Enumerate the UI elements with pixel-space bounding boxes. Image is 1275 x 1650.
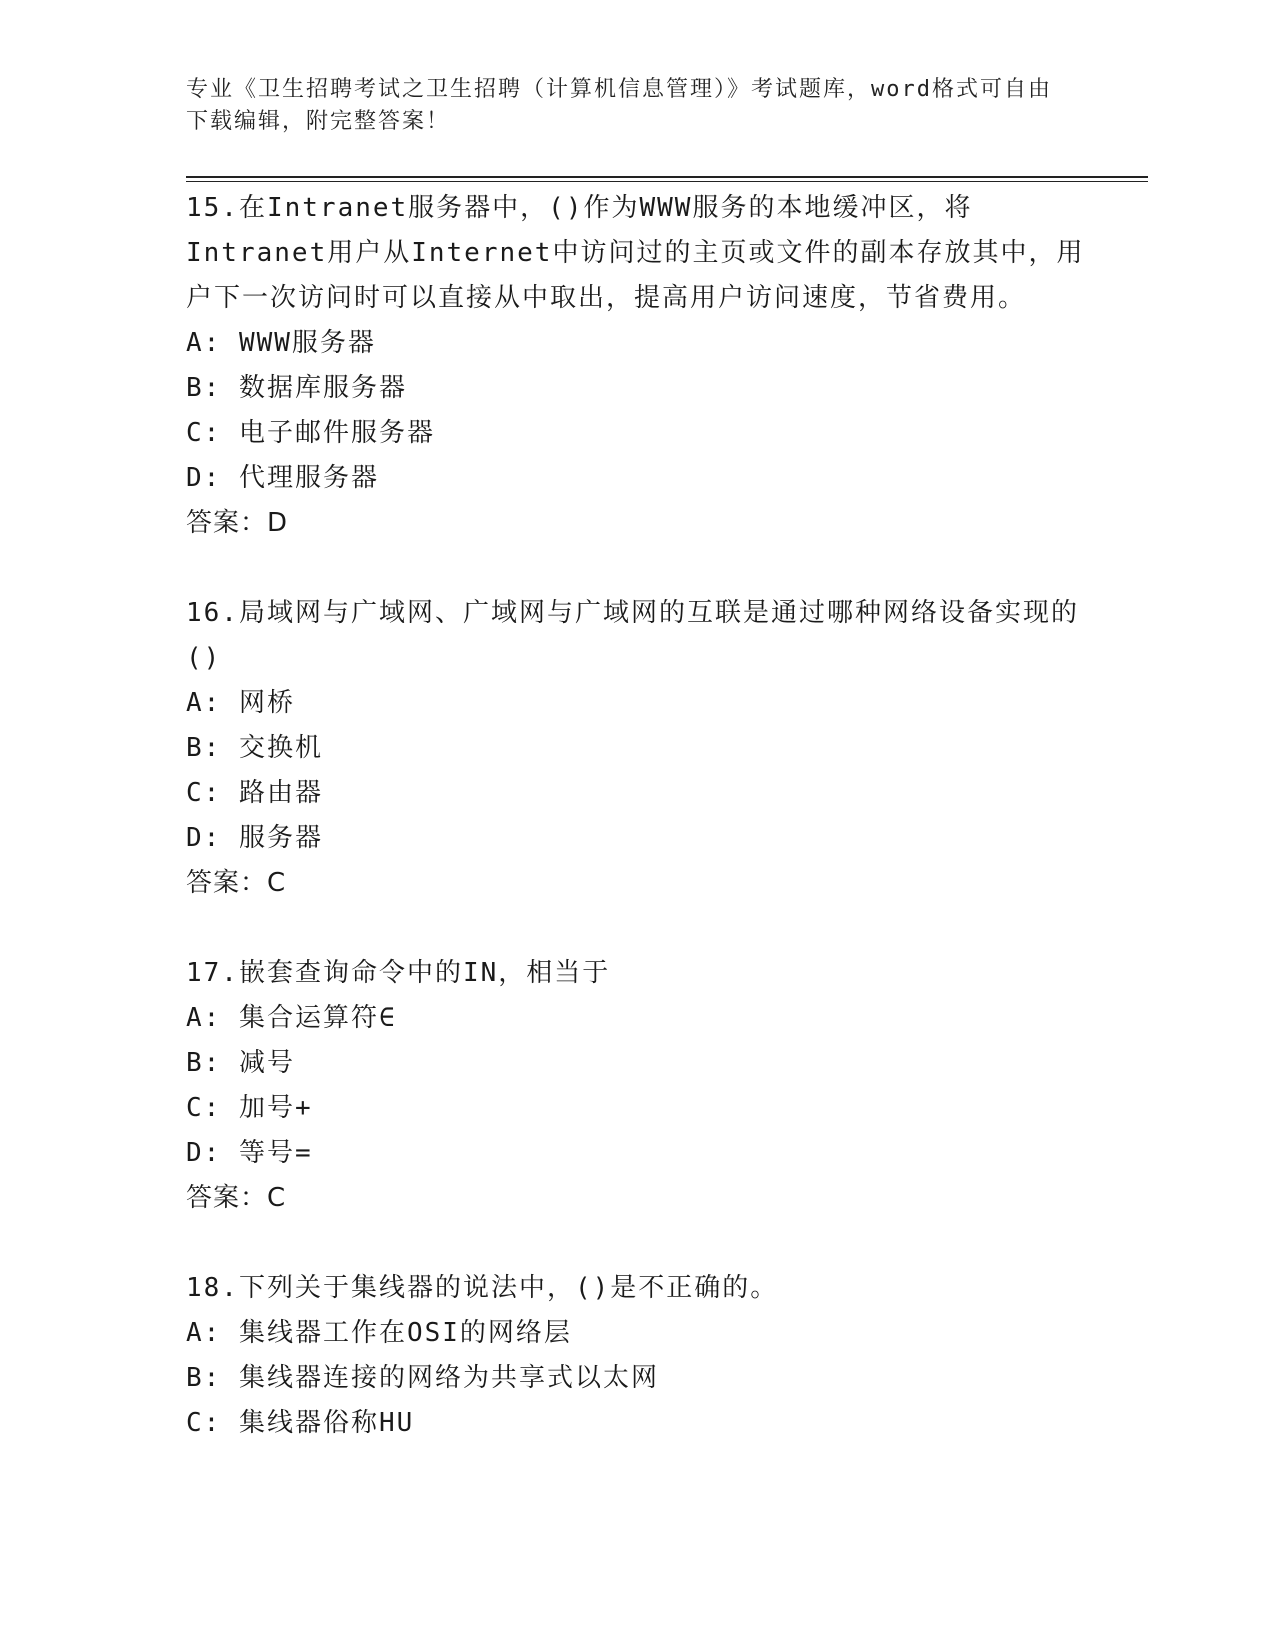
option-d: D: 代理服务器: [186, 463, 379, 493]
answer: 答案：D: [186, 508, 289, 538]
option-b: B: 减号: [186, 1048, 295, 1078]
answer: 答案：C: [186, 868, 287, 898]
question-18: [186, 1266, 1086, 1446]
option-a: A: 网桥: [186, 688, 295, 718]
question-stem: 18.下列关于集线器的说法中，()是不正确的。: [186, 1273, 779, 1303]
option-b: B: 集线器连接的网络为共享式以太网: [186, 1363, 659, 1393]
option-a: A: 集线器工作在OSI的网络层: [186, 1318, 572, 1348]
question-spacer: [186, 546, 1086, 591]
document-header: 专业《卫生招聘考试之卫生招聘（计算机信息管理）》考试题库，word格式可自由下载编辑，附完整答案！: [186, 77, 1052, 134]
option-b: B: 数据库服务器: [186, 373, 407, 403]
option-d: D: 等号=: [186, 1138, 313, 1168]
header-divider: [186, 176, 1148, 182]
question-stem: 17.嵌套查询命令中的IN，相当于: [186, 958, 611, 988]
option-c: C: 集线器俗称HU: [186, 1408, 415, 1438]
question-stem: 16.局域网与广域网、广域网与广域网的互联是通过哪种网络设备实现的(): [186, 598, 1079, 673]
option-a: A: WWW服务器: [186, 328, 376, 358]
answer: 答案：C: [186, 1183, 287, 1213]
option-a: A: 集合运算符∈: [186, 1003, 397, 1033]
option-d: D: 服务器: [186, 823, 323, 853]
option-b: B: 交换机: [186, 733, 323, 763]
question-spacer: [186, 906, 1086, 951]
option-c: C: 电子邮件服务器: [186, 418, 435, 448]
question-spacer: [186, 1221, 1086, 1266]
question-16: [186, 591, 1086, 906]
option-c: C: 路由器: [186, 778, 323, 808]
question-17: [186, 951, 1086, 1221]
question-stem: 15.在Intranet服务器中，()作为WWW服务的本地缓冲区，将Intranet用户从Internet中访问过的主页或文件的副本存放其中，用户下一次访问时可以直接从中取出，提高用户访问速度，节省费用。: [186, 193, 1085, 313]
question-15: [186, 186, 1086, 546]
option-c: C: 加号+: [186, 1093, 313, 1123]
question-list: [186, 186, 1086, 1446]
